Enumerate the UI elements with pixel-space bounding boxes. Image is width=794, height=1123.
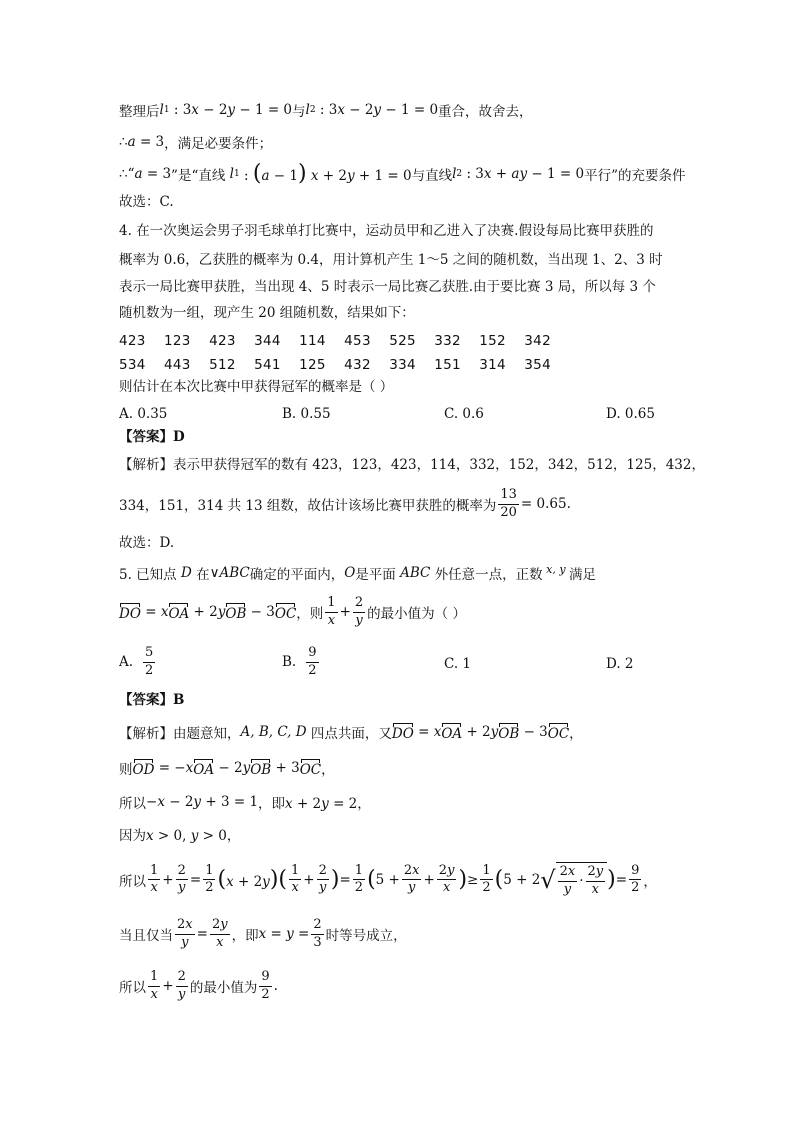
q5-analysis-1: 【解析】由题意知， A, B, C, D 四点共面，又 DO = x OA + 2y OB − 3 OC ， [119,724,583,742]
q4-stem-4: 随机数为一组，现产生 20 组随机数，结果如下： [119,305,415,321]
q4-analysis-1: 【解析】表示甲获得冠军的数有 423，123，423，114，332，152，342，512，125，432， [119,457,705,473]
q4-answer: 【答案】D [119,429,185,445]
solution-line-1: 整理后 l 1 : 3x − 2y − 1 = 0 与 l 2 : 3x − 2y − 1 = 0 重合，故舍去， [119,102,533,120]
q4-stem-3: 表示一局比赛甲获胜，当出现 4、5 时表示一局比赛乙获胜.由于要比赛 3 局，所以每 3 个 [119,279,656,295]
q5-analysis-4: 因为 x > 0, y > 0， [119,828,241,844]
q4-stem-1: 4. 在一次奥运会男子羽毛球单打比赛中，运动员甲和乙进入了决赛.假设每局比赛甲获胜的 [119,223,654,239]
q4-analysis-2: 334，151，314 共 13 组数，故估计该场比赛甲获胜的概率为 $\frac{13}{20}$ = 0.65. [119,487,571,520]
solution-line-2: ∴ a = 3 ，满足必要条件； [119,134,273,152]
q5-option-b: B. $\frac{9}{2}$ [282,645,317,678]
q5-option-d: D. 2 [606,656,634,672]
q5-option-a: A. $\frac{5}{2}$ [119,645,154,678]
q4-question: 则估计在本次比赛中甲获得冠军的概率是（ ） [119,379,394,395]
choose-c: 故选：C. [119,194,174,210]
q4-option-c: C. 0.6 [444,406,484,422]
probability-fraction: $\frac{13}{20}$ [500,487,517,520]
q5-analysis-6: 当且仅当 $\frac{2x}{y}$ = $\frac{2y}{x}$ ，即 x = y = $\frac{2}{3}$ 时等号成立， [119,917,407,950]
solution-line-3: ∴“ a = 3 ”是“直线 l 1 : (a − 1) x + 2y + 1 = 0 与直线 l 2 : 3x + ay − 1 = 0 平行”的充要条件 [119,161,686,186]
q5-answer: 【答案】B [119,692,185,708]
q4-option-d: D. 0.65 [606,406,655,422]
q5-analysis-5: 所以 $\frac{1}{x}$ + $\frac{2}{y}$ = $\frac{1}{2}$ (x + 2y) ( $\frac{1}{x}$ + $\frac{2}{y}$ ) = $\frac{1}{2}$ ( 5 + $\frac{2x}{y}$ + $\frac{2y}{x}$ ) ≥ $\frac{1}{2}$ ( 5 + 2 √ $\frac{2x}{y}$ · $\frac{2y}{x}$ ) = $\frac{9}{2}$ ， [119,862,657,897]
q5-analysis-3: 所以 −x − 2y + 3 = 1 ，即 x + 2y = 2， [119,794,371,812]
q4-option-a: A. 0.35 [119,406,168,422]
random-numbers-row-1: 423 123 423 344 114 453 525 332 152 342 [119,333,551,349]
q5-option-c: C. 1 [444,656,472,672]
q4-option-b: B. 0.55 [282,406,331,422]
q5-analysis-2: 则 OD = −x OA − 2y OB + 3 OC ， [119,760,335,778]
choose-d: 故选：D. [119,535,175,551]
q5-stem-2: DO = x OA + 2y OB − 3 OC ，则 $\frac{1}{x}$ + $\frac{2}{y}$ 的最小值为（ ） [119,595,466,628]
q4-stem-2: 概率为 0.6，乙获胜的概率为 0.4，用计算机产生 1～5 之间的随机数，当出现 1、2、3 时 [119,252,663,268]
random-numbers-row-2: 534 443 512 541 125 432 334 151 314 354 [119,357,551,373]
q5-analysis-7: 所以 $\frac{1}{x}$ + $\frac{2}{y}$ 的最小值为 $\frac{9}{2}$ . [119,969,278,1002]
q5-stem-1: 5. 已知点 D 在 ∨ABC 确定的平面内， O 是平面 ABC 外任意一点，正数 x, y 满足 [119,562,597,583]
